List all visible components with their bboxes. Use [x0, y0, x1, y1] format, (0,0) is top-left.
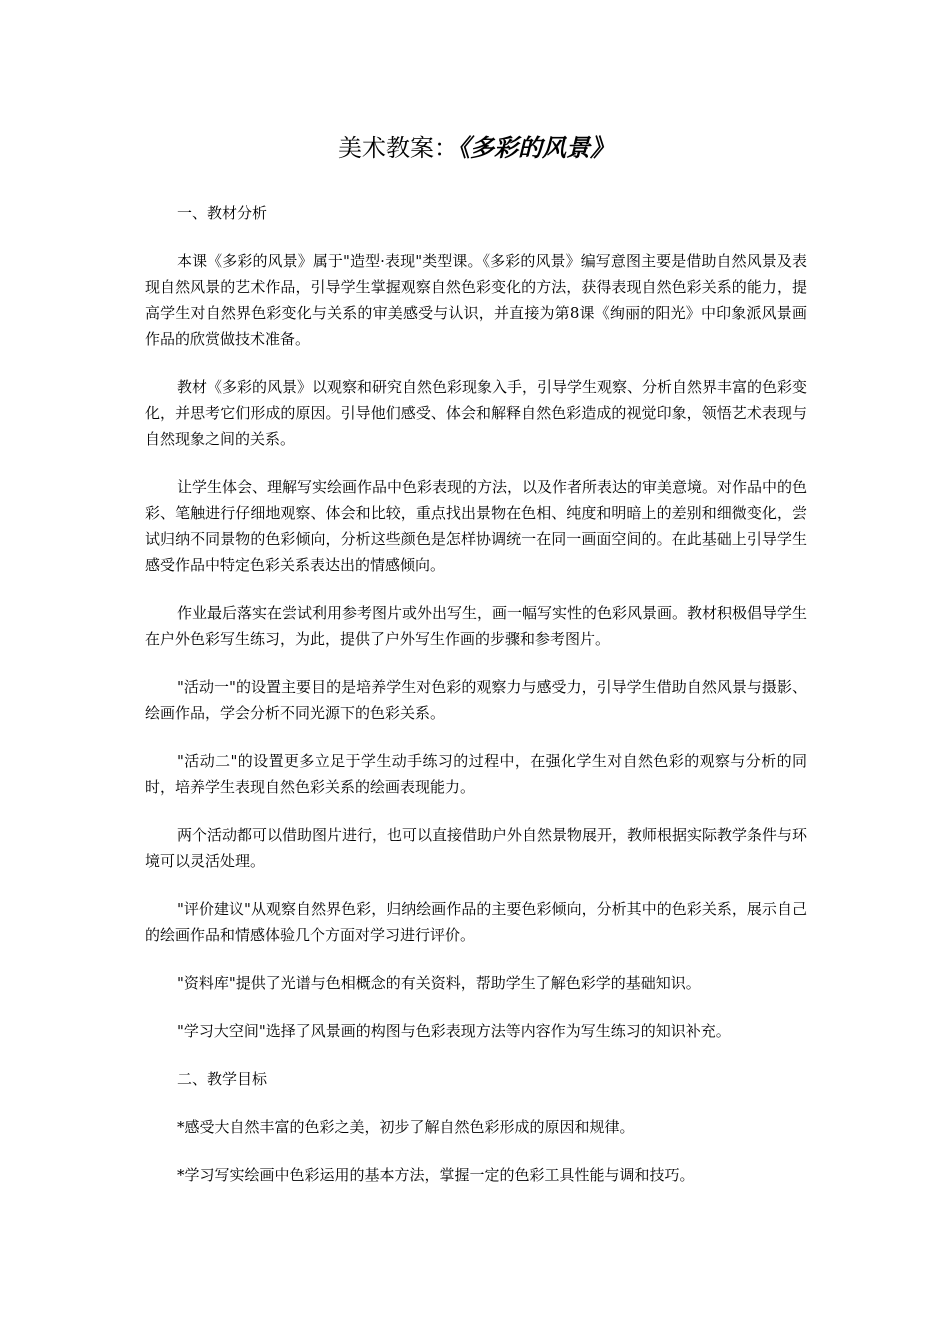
title-prefix: 美术教案：: [338, 134, 458, 162]
paragraph: 教材《多彩的风景》以观察和研究自然色彩现象入手，引导学生观察、分析自然界丰富的色彩变化，并思考它们形成的原因。引导他们感受、体会和解释自然色彩造成的视觉印象，领悟艺术表现与自然现象之间的关系。: [145, 378, 808, 448]
paragraph: "活动一"的设置主要目的是培养学生对色彩的观察力与感受力，引导学生借助自然风景与摄影、绘画作品，学会分析不同光源下的色彩关系。: [145, 678, 807, 722]
section-heading-textbook-analysis: 一、教材分析: [177, 204, 268, 222]
paragraph: "评价建议"从观察自然界色彩，归纳绘画作品的主要色彩倾向，分析其中的色彩关系，展示自己的绘画作品和情感体验几个方面对学习进行评价。: [145, 900, 807, 944]
goal-item: *学习写实绘画中色彩运用的基本方法，掌握一定的色彩工具性能与调和技巧。: [177, 1166, 695, 1184]
document-title: [145, 128, 807, 168]
title-lesson-name: 《多彩的风景》: [458, 134, 614, 162]
goal-item: *感受大自然丰富的色彩之美，初步了解自然色彩形成的原因和规律。: [177, 1118, 635, 1136]
paragraph: "活动二"的设置更多立足于学生动手练习的过程中，在强化学生对自然色彩的观察与分析的同时，培养学生表现自然色彩关系的绘画表现能力。: [145, 752, 807, 796]
section-heading-teaching-goals: 二、教学目标: [177, 1070, 268, 1088]
paragraph: 两个活动都可以借助图片进行，也可以直接借助户外自然景物展开，教师根据实际教学条件与环境可以灵活处理。: [145, 826, 808, 870]
paragraph: 本课《多彩的风景》属于"造型·表现"类型课。《多彩的风景》编写意图主要是借助自然风景及表现自然风景的艺术作品，引导学生掌握观察自然色彩变化的方法，获得表现自然色彩关系的能力，提高学生对自然界色彩变化与关系的审美感受与认识，并直接为第8课《绚丽的阳光》中印象派风景画作品的欣赏做技术准备。: [145, 252, 807, 348]
document-page: [145, 128, 807, 1188]
paragraph: 让学生体会、理解写实绘画作品中色彩表现的方法，以及作者所表达的审美意境。对作品中的色彩、笔触进行仔细地观察、体会和比较，重点找出景物在色相、纯度和明暗上的差别和细微变化，尝试归纳不同景物的色彩倾向，分析这些颜色是怎样协调统一在同一画面空间的。在此基础上引导学生感受作品中特定色彩关系表达出的情感倾向。: [145, 478, 808, 574]
paragraph: 作业最后落实在尝试利用参考图片或外出写生，画一幅写实性的色彩风景画。教材积极倡导学生在户外色彩写生练习，为此，提供了户外写生作画的步骤和参考图片。: [145, 604, 808, 648]
paragraph: "资料库"提供了光谱与色相概念的有关资料，帮助学生了解色彩学的基础知识。: [177, 974, 701, 992]
paragraph: "学习大空间"选择了风景画的构图与色彩表现方法等内容作为写生练习的知识补充。: [177, 1022, 731, 1040]
